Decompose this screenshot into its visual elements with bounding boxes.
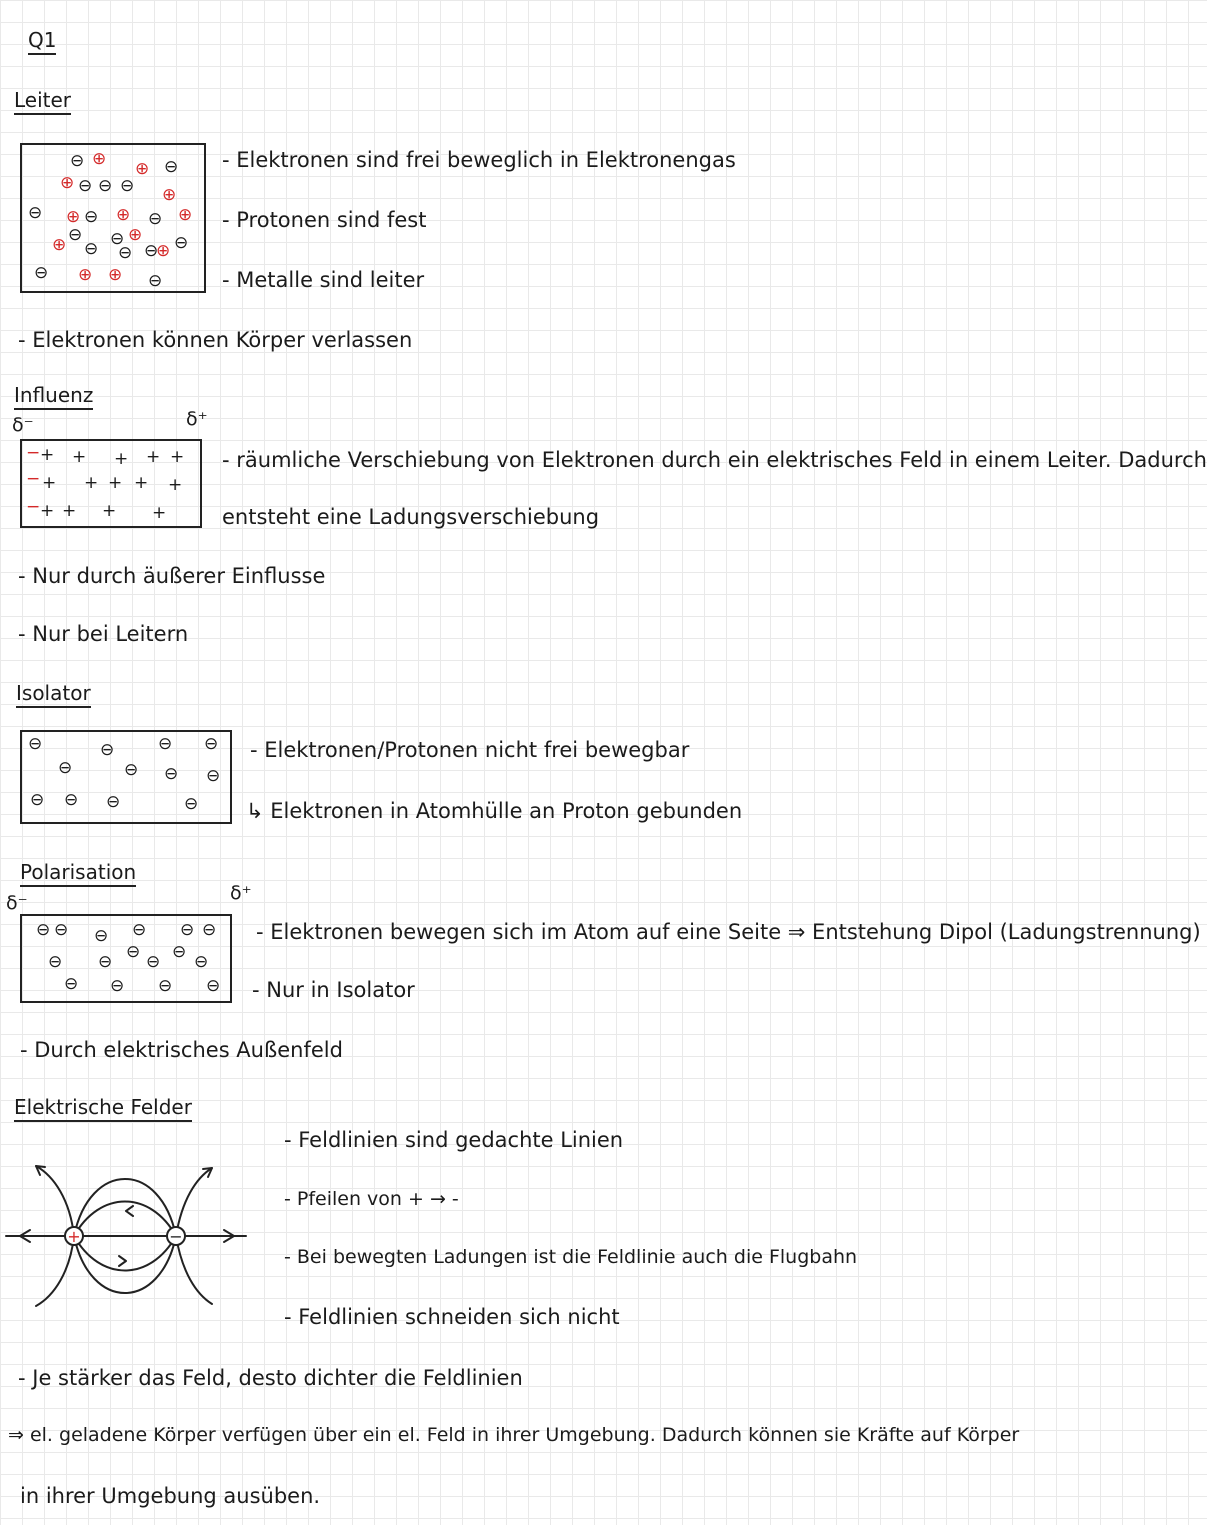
dipole-icon: ⊖ xyxy=(180,920,195,940)
plus-charge: + xyxy=(134,473,149,493)
dipole-icon: ⊖ xyxy=(48,952,63,972)
influenz-note: - Nur bei Leitern xyxy=(18,622,189,646)
felder-bullet: - Bei bewegten Ladungen ist die Feldlinie auch die Flugbahn xyxy=(284,1246,858,1268)
electron-icon: ⊖ xyxy=(78,176,93,196)
plus-charge: + xyxy=(62,501,77,521)
proton-icon: ⊕ xyxy=(156,241,171,261)
felder-note: - Je stärker das Feld, desto dichter die Feldlinien xyxy=(18,1366,523,1390)
electron-icon: ⊖ xyxy=(118,243,133,263)
electron-icon: ⊖ xyxy=(148,209,163,229)
heading-isolator: Isolator xyxy=(16,683,91,708)
plus-charge: + xyxy=(102,501,117,521)
electron-icon: ⊖ xyxy=(148,271,163,291)
atom-icon: ⊖ xyxy=(206,766,221,786)
felder-conclusion: ⇒ el. geladene Körper verfügen über ein el. Feld in ihrer Umgebung. Dadurch können sie Kräfte auf Körper xyxy=(8,1424,1020,1446)
electron-icon: ⊖ xyxy=(34,263,49,283)
proton-icon: ⊕ xyxy=(178,205,193,225)
electron-icon: ⊖ xyxy=(84,239,99,259)
isolator-text: ↳ Elektronen in Atomhülle an Proton gebunden xyxy=(246,799,743,823)
plus-charge: + xyxy=(84,473,99,493)
plus-charge: + xyxy=(72,447,87,467)
dipole-icon: ⊖ xyxy=(64,974,79,994)
electron-icon: ⊖ xyxy=(98,176,113,196)
leiter-bullet: - Protonen sind fest xyxy=(222,208,427,232)
leiter-bullet: - Elektronen sind frei beweglich in Elektronengas xyxy=(222,148,736,172)
proton-icon: ⊕ xyxy=(66,207,81,227)
electron-icon: ⊖ xyxy=(84,207,99,227)
proton-icon: ⊕ xyxy=(128,225,143,245)
polarisation-label-plus: δ⁺ xyxy=(230,882,252,904)
proton-icon: ⊕ xyxy=(52,235,67,255)
page-title: Q1 xyxy=(28,30,56,55)
polarisation-text: - Elektronen bewegen sich im Atom auf eine Seite ⇒ Entstehung Dipol (Ladungstrennung) xyxy=(256,920,1201,944)
isolator-text: - Elektronen/Protonen nicht frei bewegbar xyxy=(250,738,690,762)
electron-icon: ⊖ xyxy=(68,225,83,245)
dipole-icon: ⊖ xyxy=(202,920,217,940)
dipole-icon: ⊖ xyxy=(158,976,173,996)
proton-icon: ⊕ xyxy=(162,185,177,205)
dipole-icon: ⊖ xyxy=(194,952,209,972)
proton-icon: ⊕ xyxy=(135,159,150,179)
plus-charge: + xyxy=(40,445,55,465)
atom-icon: ⊖ xyxy=(30,790,45,810)
atom-icon: ⊖ xyxy=(28,734,43,754)
atom-icon: ⊖ xyxy=(124,760,139,780)
influenz-text: - räumliche Verschiebung von Elektronen durch ein elektrisches Feld in einem Leiter. Dadurch xyxy=(222,448,1207,472)
dipole-icon: ⊖ xyxy=(132,920,147,940)
polarisation-note: - Durch elektrisches Außenfeld xyxy=(20,1038,343,1062)
felder-conclusion: in ihrer Umgebung ausüben. xyxy=(20,1484,321,1508)
influenz-label-minus: δ⁻ xyxy=(12,414,34,436)
electron-icon: ⊖ xyxy=(28,203,43,223)
plus-charge: + xyxy=(146,447,161,467)
plus-charge: + xyxy=(170,447,185,467)
plus-charge: + xyxy=(168,475,183,495)
electron-icon: ⊖ xyxy=(110,229,125,249)
heading-polarisation: Polarisation xyxy=(20,862,136,887)
polarisation-label-minus: δ⁻ xyxy=(6,892,28,914)
dipole-icon: ⊖ xyxy=(126,942,141,962)
atom-icon: ⊖ xyxy=(164,764,179,784)
proton-icon: ⊕ xyxy=(116,205,131,225)
dipole-icon: ⊖ xyxy=(172,942,187,962)
atom-icon: ⊖ xyxy=(106,792,121,812)
dipole-icon: ⊖ xyxy=(110,976,125,996)
negative-charge: − xyxy=(169,1227,183,1246)
minus-charge: − xyxy=(26,443,41,463)
felder-bullet: - Pfeilen von + → - xyxy=(284,1188,459,1210)
proton-icon: ⊕ xyxy=(108,265,123,285)
heading-influenz: Influenz xyxy=(14,385,93,410)
atom-icon: ⊖ xyxy=(58,758,73,778)
minus-charge: − xyxy=(26,469,41,489)
plus-charge: + xyxy=(114,449,129,469)
electron-icon: ⊖ xyxy=(144,241,159,261)
proton-icon: ⊕ xyxy=(78,265,93,285)
polarisation-text: - Nur in Isolator xyxy=(252,978,415,1002)
positive-charge: + xyxy=(67,1227,81,1246)
atom-icon: ⊖ xyxy=(184,794,199,814)
dipole-icon: ⊖ xyxy=(98,952,113,972)
heading-leiter: Leiter xyxy=(14,90,71,115)
atom-icon: ⊖ xyxy=(100,740,115,760)
dipole-icon: ⊖ xyxy=(146,952,161,972)
atom-icon: ⊖ xyxy=(64,790,79,810)
minus-charge: − xyxy=(26,497,41,517)
proton-icon: ⊕ xyxy=(60,173,75,193)
dipole-icon: ⊖ xyxy=(36,920,51,940)
atom-icon: ⊖ xyxy=(158,734,173,754)
leiter-bullet: - Metalle sind leiter xyxy=(222,268,425,292)
heading-felder: Elektrische Felder xyxy=(14,1097,192,1122)
plus-charge: + xyxy=(40,501,55,521)
influenz-note: - Nur durch äußerer Einflusse xyxy=(18,564,326,588)
electron-icon: ⊖ xyxy=(174,233,189,253)
electron-icon: ⊖ xyxy=(70,151,85,171)
dipole-icon: ⊖ xyxy=(206,976,221,996)
influenz-text: entsteht eine Ladungsverschiebung xyxy=(222,505,600,529)
atom-icon: ⊖ xyxy=(204,734,219,754)
plus-charge: + xyxy=(108,473,123,493)
plus-charge: + xyxy=(42,473,57,493)
felder-bullet: - Feldlinien sind gedachte Linien xyxy=(284,1128,624,1152)
proton-icon: ⊕ xyxy=(92,149,107,169)
dipole-icon: ⊖ xyxy=(54,920,69,940)
electron-icon: ⊖ xyxy=(164,157,179,177)
dipole-icon: ⊖ xyxy=(94,926,109,946)
electron-icon: ⊖ xyxy=(120,176,135,196)
plus-charge: + xyxy=(152,503,167,523)
felder-bullet: - Feldlinien schneiden sich nicht xyxy=(284,1305,620,1329)
leiter-note: - Elektronen können Körper verlassen xyxy=(18,328,413,352)
influenz-label-plus: δ⁺ xyxy=(186,408,208,430)
